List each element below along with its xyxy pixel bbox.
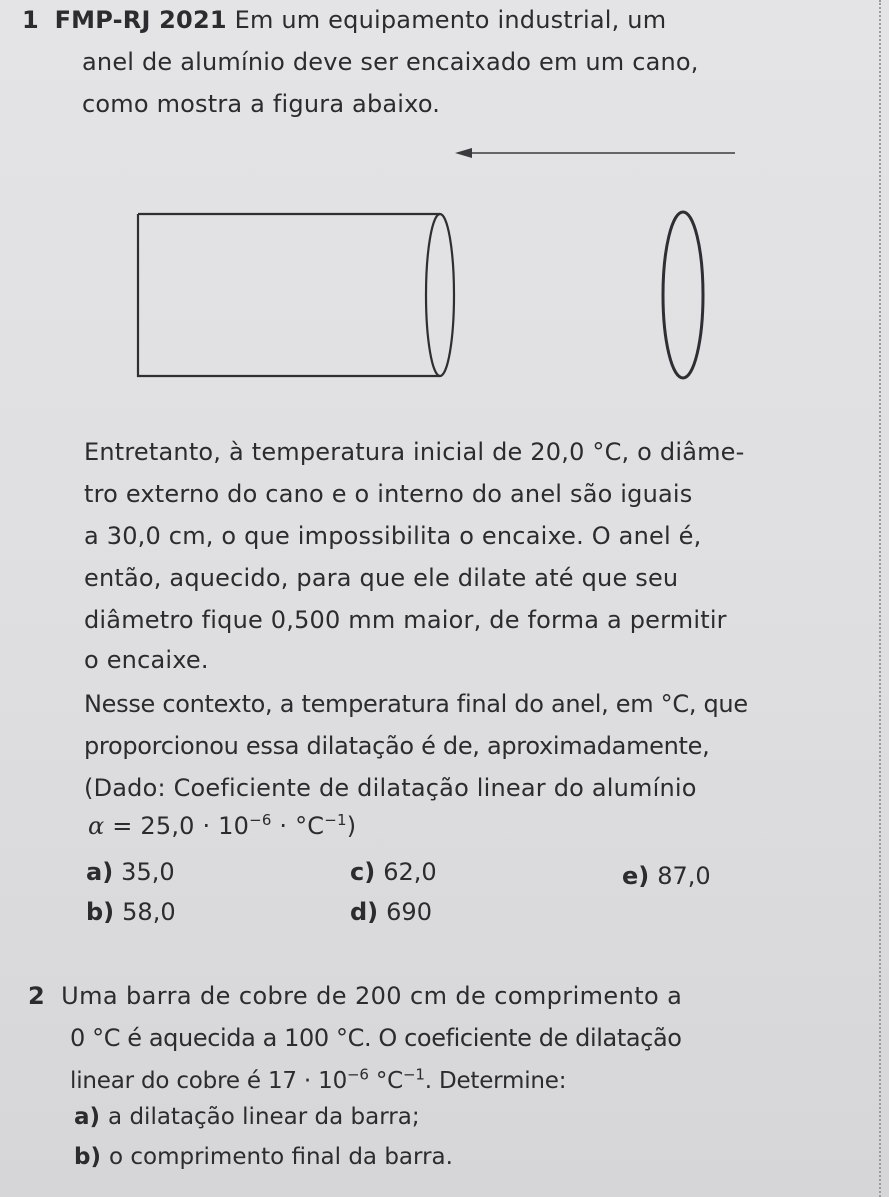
alpha-exponent-1: −6 <box>249 811 272 829</box>
q2-line-2: 0 °C é aquecida a 100 °C. O coeficiente de dilatação <box>70 1024 682 1052</box>
option-b-letter: b) <box>86 898 115 926</box>
option-a[interactable] <box>86 858 175 886</box>
q1-intro-line-2: anel de alumínio deve ser encaixado em um cano, <box>82 48 699 76</box>
q2-line-1 <box>28 982 682 1010</box>
q1-paragraph1-line-2: tro externo do cano e o interno do anel são iguais <box>84 480 693 508</box>
q1-paragraph2-line-3: (Dado: Coeficiente de dilatação linear do alumínio <box>84 774 697 802</box>
alpha-exponent-2: −1 <box>324 811 347 829</box>
q2-item-b-letter: b) <box>74 1144 101 1170</box>
option-a-value: 35,0 <box>121 858 175 886</box>
q2-text-3a: linear do cobre é 17 · 10 <box>70 1068 348 1094</box>
q2-text-3b: °C <box>368 1068 404 1094</box>
q1-intro-line-3: como mostra a figura abaixo. <box>82 90 441 118</box>
option-d-value: 690 <box>386 898 432 926</box>
q2-item-a <box>74 1104 420 1130</box>
alpha-value: = 25,0 · 10 <box>104 812 250 840</box>
q2-exponent-2: −1 <box>403 1065 425 1084</box>
q2-text-1: Uma barra de cobre de 200 cm de comprimento a <box>61 982 683 1010</box>
alpha-formula <box>88 812 356 840</box>
q2-item-b-text: o comprimento final da barra. <box>108 1144 453 1170</box>
arrow-icon <box>455 148 735 158</box>
q1-paragraph2-line-2: proporcionou essa dilatação é de, aproximadamente, <box>84 732 710 760</box>
q1-number: 1 <box>22 6 39 34</box>
option-b-value: 58,0 <box>122 898 176 926</box>
q1-paragraph1-line-3: a 30,0 cm, o que impossibilita o encaixe. O anel é, <box>84 522 702 550</box>
q2-line-3 <box>70 1065 567 1094</box>
aluminum-ring-icon <box>663 212 703 378</box>
q2-number: 2 <box>28 982 46 1010</box>
option-b[interactable] <box>86 898 176 926</box>
option-c[interactable] <box>350 858 437 886</box>
option-d[interactable] <box>350 898 432 926</box>
pipe-cylinder-icon <box>138 214 454 376</box>
alpha-unit: · °C <box>271 812 325 840</box>
option-e-value: 87,0 <box>657 862 711 890</box>
option-c-letter: c) <box>350 858 376 886</box>
q1-paragraph1-line-5: diâmetro fique 0,500 mm maior, de forma a permitir <box>84 606 727 634</box>
q2-item-b <box>74 1144 453 1170</box>
alpha-close-paren: ) <box>346 812 357 840</box>
q2-text-3c: . Determine: <box>424 1068 567 1094</box>
option-e[interactable] <box>622 862 711 890</box>
q1-source: FMP-RJ 2021 <box>54 6 227 34</box>
option-a-letter: a) <box>86 858 114 886</box>
q2-item-a-text: a dilatação linear da barra; <box>108 1104 420 1130</box>
q1-paragraph1-line-1: Entretanto, à temperatura inicial de 20,0 °C, o diâme- <box>84 438 745 466</box>
q1-paragraph2-line-1: Nesse contexto, a temperatura final do anel, em °C, que <box>84 690 748 718</box>
option-c-value: 62,0 <box>383 858 437 886</box>
q2-exponent-1: −6 <box>347 1065 369 1084</box>
q1-intro-text-1: Em um equipamento industrial, um <box>234 6 667 34</box>
q1-paragraph1-line-6: o encaixe. <box>84 646 209 674</box>
option-d-letter: d) <box>350 898 379 926</box>
q1-paragraph1-line-4: então, aquecido, para que ele dilate até que seu <box>84 564 679 592</box>
q2-item-a-letter: a) <box>74 1104 101 1130</box>
alpha-symbol: α <box>88 812 105 840</box>
option-e-letter: e) <box>622 862 650 890</box>
